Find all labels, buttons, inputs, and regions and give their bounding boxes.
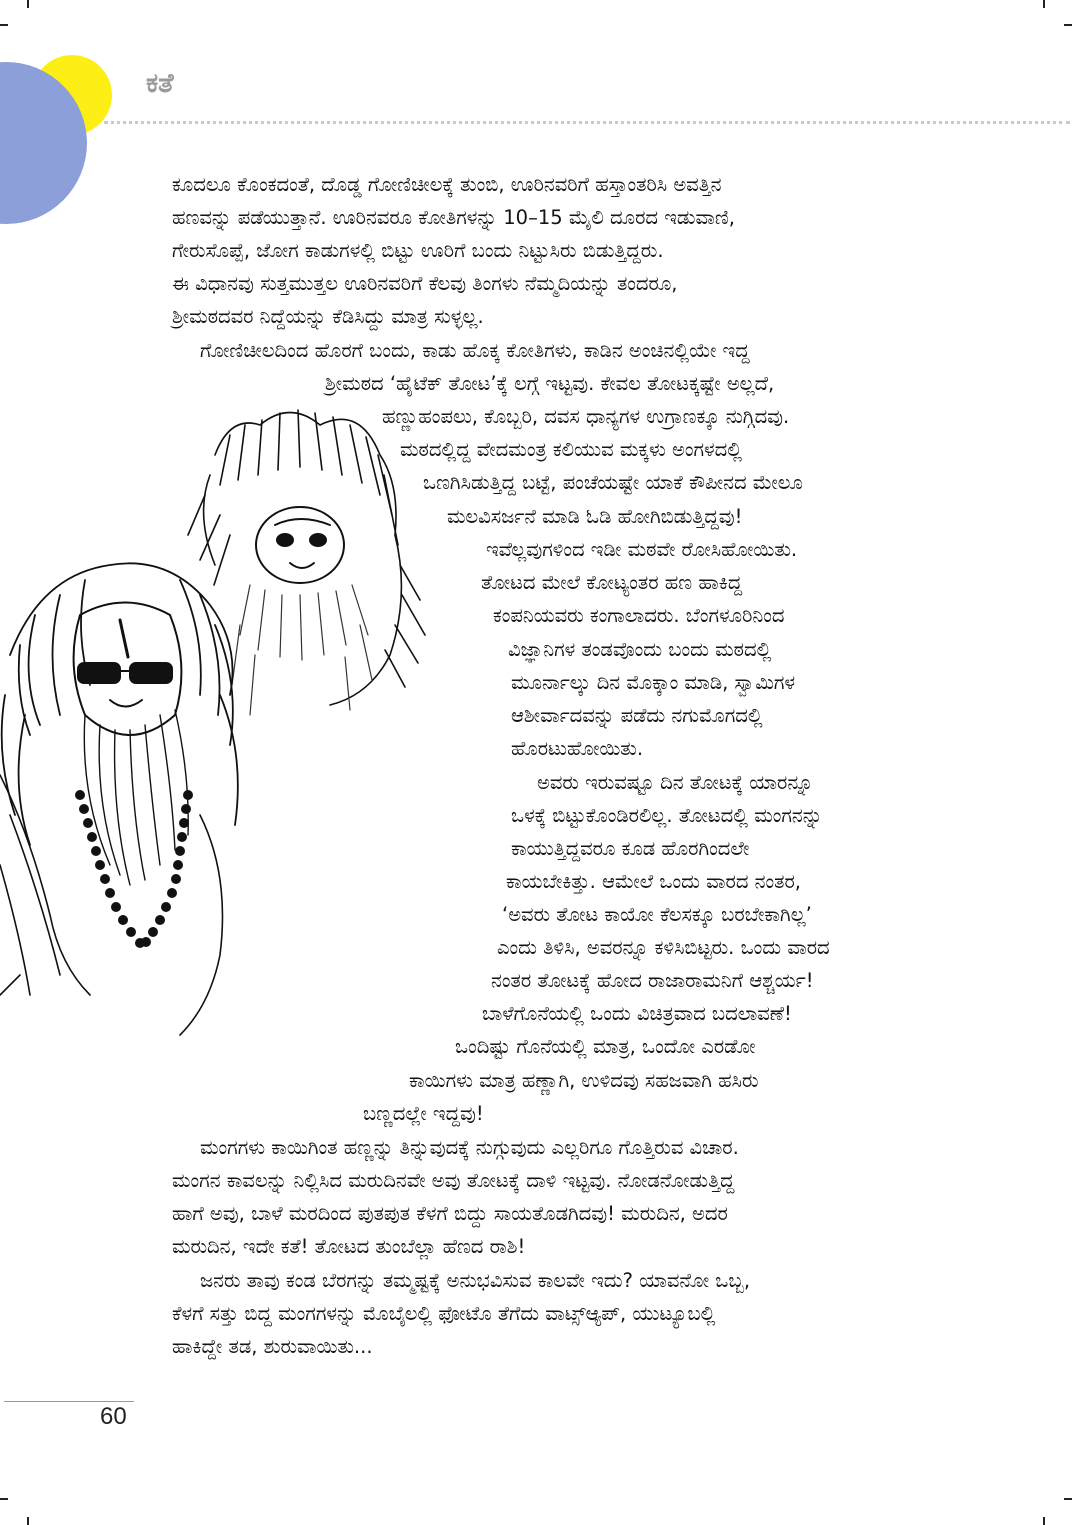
- body-line: ಕಾಯುತ್ತಿದ್ದವರೂ ಕೂಡ ಹೊರಗಿಂದಲೇ: [511, 837, 750, 860]
- body-line: ‘ಅವರು ತೋಟ ಕಾಯೋ ಕೆಲಸಕ್ಕೂ ಬರಬೇಕಾಗಿಲ್ಲ’: [502, 903, 812, 926]
- body-line: ಈ ವಿಧಾನವು ಸುತ್ತಮುತ್ತಲ ಊರಿನವರಿಗೆ ಕೆಲವು ತಿಂಗಳು ನೆಮ್ಮದಿಯನ್ನು ತಂದರೂ,: [172, 272, 678, 295]
- body-line: ಹೊರಟುಹೋಯಿತು.: [511, 737, 644, 760]
- body-line: ಗೇರುಸೊಪ್ಪೆ, ಜೋಗ ಕಾಡುಗಳಲ್ಲಿ ಬಿಟ್ಟು ಊರಿಗೆ ಬಂದು ನಿಟ್ಟುಸಿರು ಬಿಡುತ್ತಿದ್ದರು.: [172, 239, 664, 262]
- crop-mark: [1043, 1517, 1045, 1525]
- crop-mark: [0, 24, 8, 26]
- sage-face: [74, 603, 182, 736]
- body-line: ಮೂರ್ನಾಲ್ಕು ದಿನ ಮೊಕ್ಕಾಂ ಮಾಡಿ, ಸ್ವಾಮಿಗಳ: [511, 671, 796, 694]
- crop-mark: [1064, 24, 1072, 26]
- body-line: ಮಲವಿಸರ್ಜನೆ ಮಾಡಿ ಓಡಿ ಹೋಗಿಬಿಡುತ್ತಿದ್ದವು!: [447, 505, 743, 528]
- body-line: ಮಠದಲ್ಲಿದ್ದ ವೇದಮಂತ್ರ ಕಲಿಯುವ ಮಕ್ಕಳು ಅಂಗಳದಲ್ಲಿ: [400, 438, 742, 461]
- crop-mark: [27, 1517, 29, 1525]
- section-title: ಕತೆ: [146, 68, 174, 99]
- body-line: ಒಣಗಿಸಿಡುತ್ತಿದ್ದ ಬಟ್ಟೆ, ಪಂಚೆಯಷ್ಟೇ ಯಾಕೆ ಕೌಪೀನದ ಮೇಲೂ: [423, 471, 803, 494]
- body-line: ಒಂದಿಷ್ಟು ಗೊನೆಯಲ್ಲಿ ಮಾತ್ರ, ಒಂದೋ ಎರಡೋ: [455, 1035, 756, 1058]
- body-line: ಕಂಪನಿಯವರು ಕಂಗಾಲಾದರು. ಬೆಂಗಳೂರಿನಿಂದ: [493, 604, 785, 627]
- body-line: ಕೂದಲೂ ಕೊಂಕದಂತೆ, ದೊಡ್ಡ ಗೋಣಿಚೀಲಕ್ಕೆ ತುಂಬಿ, ಊರಿನವರಿಗೆ ಹಸ್ತಾಂತರಿಸಿ ಅವತ್ತಿನ: [172, 173, 722, 196]
- crop-mark: [27, 0, 29, 8]
- sage-and-monkey-illustration: [0, 395, 520, 1075]
- body-line: ಗೋಣಿಚೀಲದಿಂದ ಹೊರಗೆ ಬಂದು, ಕಾಡು ಹೊಕ್ಕ ಕೋತಿಗಳು, ಕಾಡಿನ ಅಂಚಿನಲ್ಲಿಯೇ ಇದ್ದ: [200, 339, 750, 362]
- crop-mark: [0, 1498, 8, 1500]
- body-line: ಇವೆಲ್ಲವುಗಳಿಂದ ಇಡೀ ಮಠವೇ ರೋಸಿಹೋಯಿತು.: [486, 538, 798, 561]
- body-line: ಬಾಳೆಗೊನೆಯಲ್ಲಿ ಒಂದು ವಿಚಿತ್ರವಾದ ಬದಲಾವಣೆ!: [482, 1002, 792, 1025]
- crop-mark: [1043, 0, 1045, 8]
- body-line: ಆಶೀರ್ವಾದವನ್ನು ಪಡೆದು ನಗುಮೊಗದಲ್ಲಿ: [511, 704, 763, 727]
- body-line: ಹಾಗೆ ಅವು, ಬಾಳೆ ಮರದಿಂದ ಪುತಪುತ ಕೆಳಗೆ ಬಿದ್ದು ಸಾಯತೊಡಗಿದವು! ಮರುದಿನ, ಅದರ: [172, 1202, 728, 1225]
- sage-beard: [84, 710, 188, 885]
- crop-mark: [1064, 1498, 1072, 1500]
- body-line: ತೋಟದ ಮೇಲೆ ಕೋಟ್ಯಂತರ ಹಣ ಹಾಕಿದ್ದ: [481, 571, 743, 594]
- body-line: ಮಂಗನ ಕಾವಲನ್ನು ನಿಲ್ಲಿಸಿದ ಮರುದಿನವೇ ಅವು ತೋಟಕ್ಕೆ ದಾಳಿ ಇಟ್ಟವು. ನೋಡನೋಡುತ್ತಿದ್ದ: [172, 1169, 735, 1192]
- body-line: ಜನರು ತಾವು ಕಂಡ ಬೆರಗನ್ನು ತಮ್ಮಷ್ಟಕ್ಕೆ ಅನುಭವಿಸುವ ಕಾಲವೇ ಇದು? ಯಾವನೋ ಒಬ್ಬ,: [200, 1269, 751, 1292]
- body-line: ಕಾಯಬೇಕಿತ್ತು. ಆಮೇಲೆ ಒಂದು ವಾರದ ನಂತರ,: [506, 870, 801, 893]
- body-line: ಎಂದು ತಿಳಿಸಿ, ಅವರನ್ನೂ ಕಳಿಸಿಬಿಟ್ಟರು. ಒಂದು ವಾರದ: [497, 936, 830, 959]
- monkey-fur: [188, 410, 425, 705]
- body-line: ಹಣ್ಣುಹಂಪಲು, ಕೊಬ್ಬರಿ, ದವಸ ಧಾನ್ಯಗಳ ಉಗ್ರಾಣಕ್ಕೂ ನುಗ್ಗಿದವು.: [382, 405, 790, 428]
- header-dotted-rule: [104, 121, 1070, 124]
- body-line: ಅವರು ಇರುವಷ್ಟೂ ದಿನ ತೋಟಕ್ಕೆ ಯಾರನ್ನೂ: [537, 771, 814, 794]
- body-line: ಹಾಕಿದ್ದೇ ತಡ, ಶುರುವಾಯಿತು...: [172, 1335, 373, 1358]
- body-line: ಹಣವನ್ನು ಪಡೆಯುತ್ತಾನೆ. ಊರಿನವರೂ ಕೋತಿಗಳನ್ನು 10–15 ಮೈಲಿ ದೂರದ ಇಡುವಾಣಿ,: [172, 206, 735, 229]
- body-line: ಕೆಳಗೆ ಸತ್ತು ಬಿದ್ದ ಮಂಗಗಳನ್ನು ಮೊಬೈಲಲ್ಲಿ ಫೋಟೊ ತೆಗೆದು ವಾಟ್ಸ್ಆ್ಯಪ್, ಯುಟ್ಯೂಬಲ್ಲಿ: [172, 1302, 716, 1325]
- body-line: ನಂತರ ತೋಟಕ್ಕೆ ಹೋದ ರಾಜಾರಾಮನಿಗೆ ಆಶ್ಚರ್ಯ!: [491, 969, 814, 992]
- body-line: ಕಾಯಿಗಳು ಮಾತ್ರ ಹಣ್ಣಾಗಿ, ಉಳಿದವು ಸಹಜವಾಗಿ ಹಸಿರು: [409, 1069, 759, 1092]
- page-number: 60: [100, 1403, 127, 1430]
- sage-robe: [0, 775, 223, 1035]
- monkey-face: [256, 507, 344, 583]
- sage-hair: [2, 563, 238, 845]
- footer-rule: [4, 1401, 134, 1402]
- body-line: ಬಣ್ಣದಲ್ಲೇ ಇದ್ದವು!: [363, 1102, 484, 1125]
- body-line: ಶ್ರೀಮಠದವರ ನಿದ್ದೆಯನ್ನು ಕೆಡಿಸಿದ್ದು ಮಾತ್ರ ಸುಳ್ಳಲ್ಲ.: [172, 305, 484, 328]
- body-line: ಶ್ರೀಮಠದ ‘ಹೈಟೆಕ್ ತೋಟ’ಕ್ಕೆ ಲಗ್ಗೆ ಇಟ್ಟವು. ಕೇವಲ ತೋಟಕ್ಕಷ್ಟೇ ಅಲ್ಲದೆ,: [325, 372, 775, 395]
- body-line: ಒಳಕ್ಕೆ ಬಿಟ್ಟುಕೊಂಡಿರಲಿಲ್ಲ. ತೋಟದಲ್ಲಿ ಮಂಗನನ್ನು: [511, 804, 823, 827]
- body-line: ಮಂಗಗಳು ಕಾಯಿಗಿಂತ ಹಣ್ಣನ್ನು ತಿನ್ನುವುದಕ್ಕೆ ನುಗ್ಗುವುದು ಎಲ್ಲರಿಗೂ ಗೊತ್ತಿರುವ ವಿಚಾರ.: [200, 1136, 739, 1159]
- body-line: ವಿಜ್ಞಾನಿಗಳ ತಂಡವೊಂದು ಬಂದು ಮಠದಲ್ಲಿ: [508, 638, 772, 661]
- body-line: ಮರುದಿನ, ಇದೇ ಕತೆ! ತೋಟದ ತುಂಬೆಲ್ಲಾ ಹೆಣದ ರಾಶಿ!: [172, 1235, 526, 1258]
